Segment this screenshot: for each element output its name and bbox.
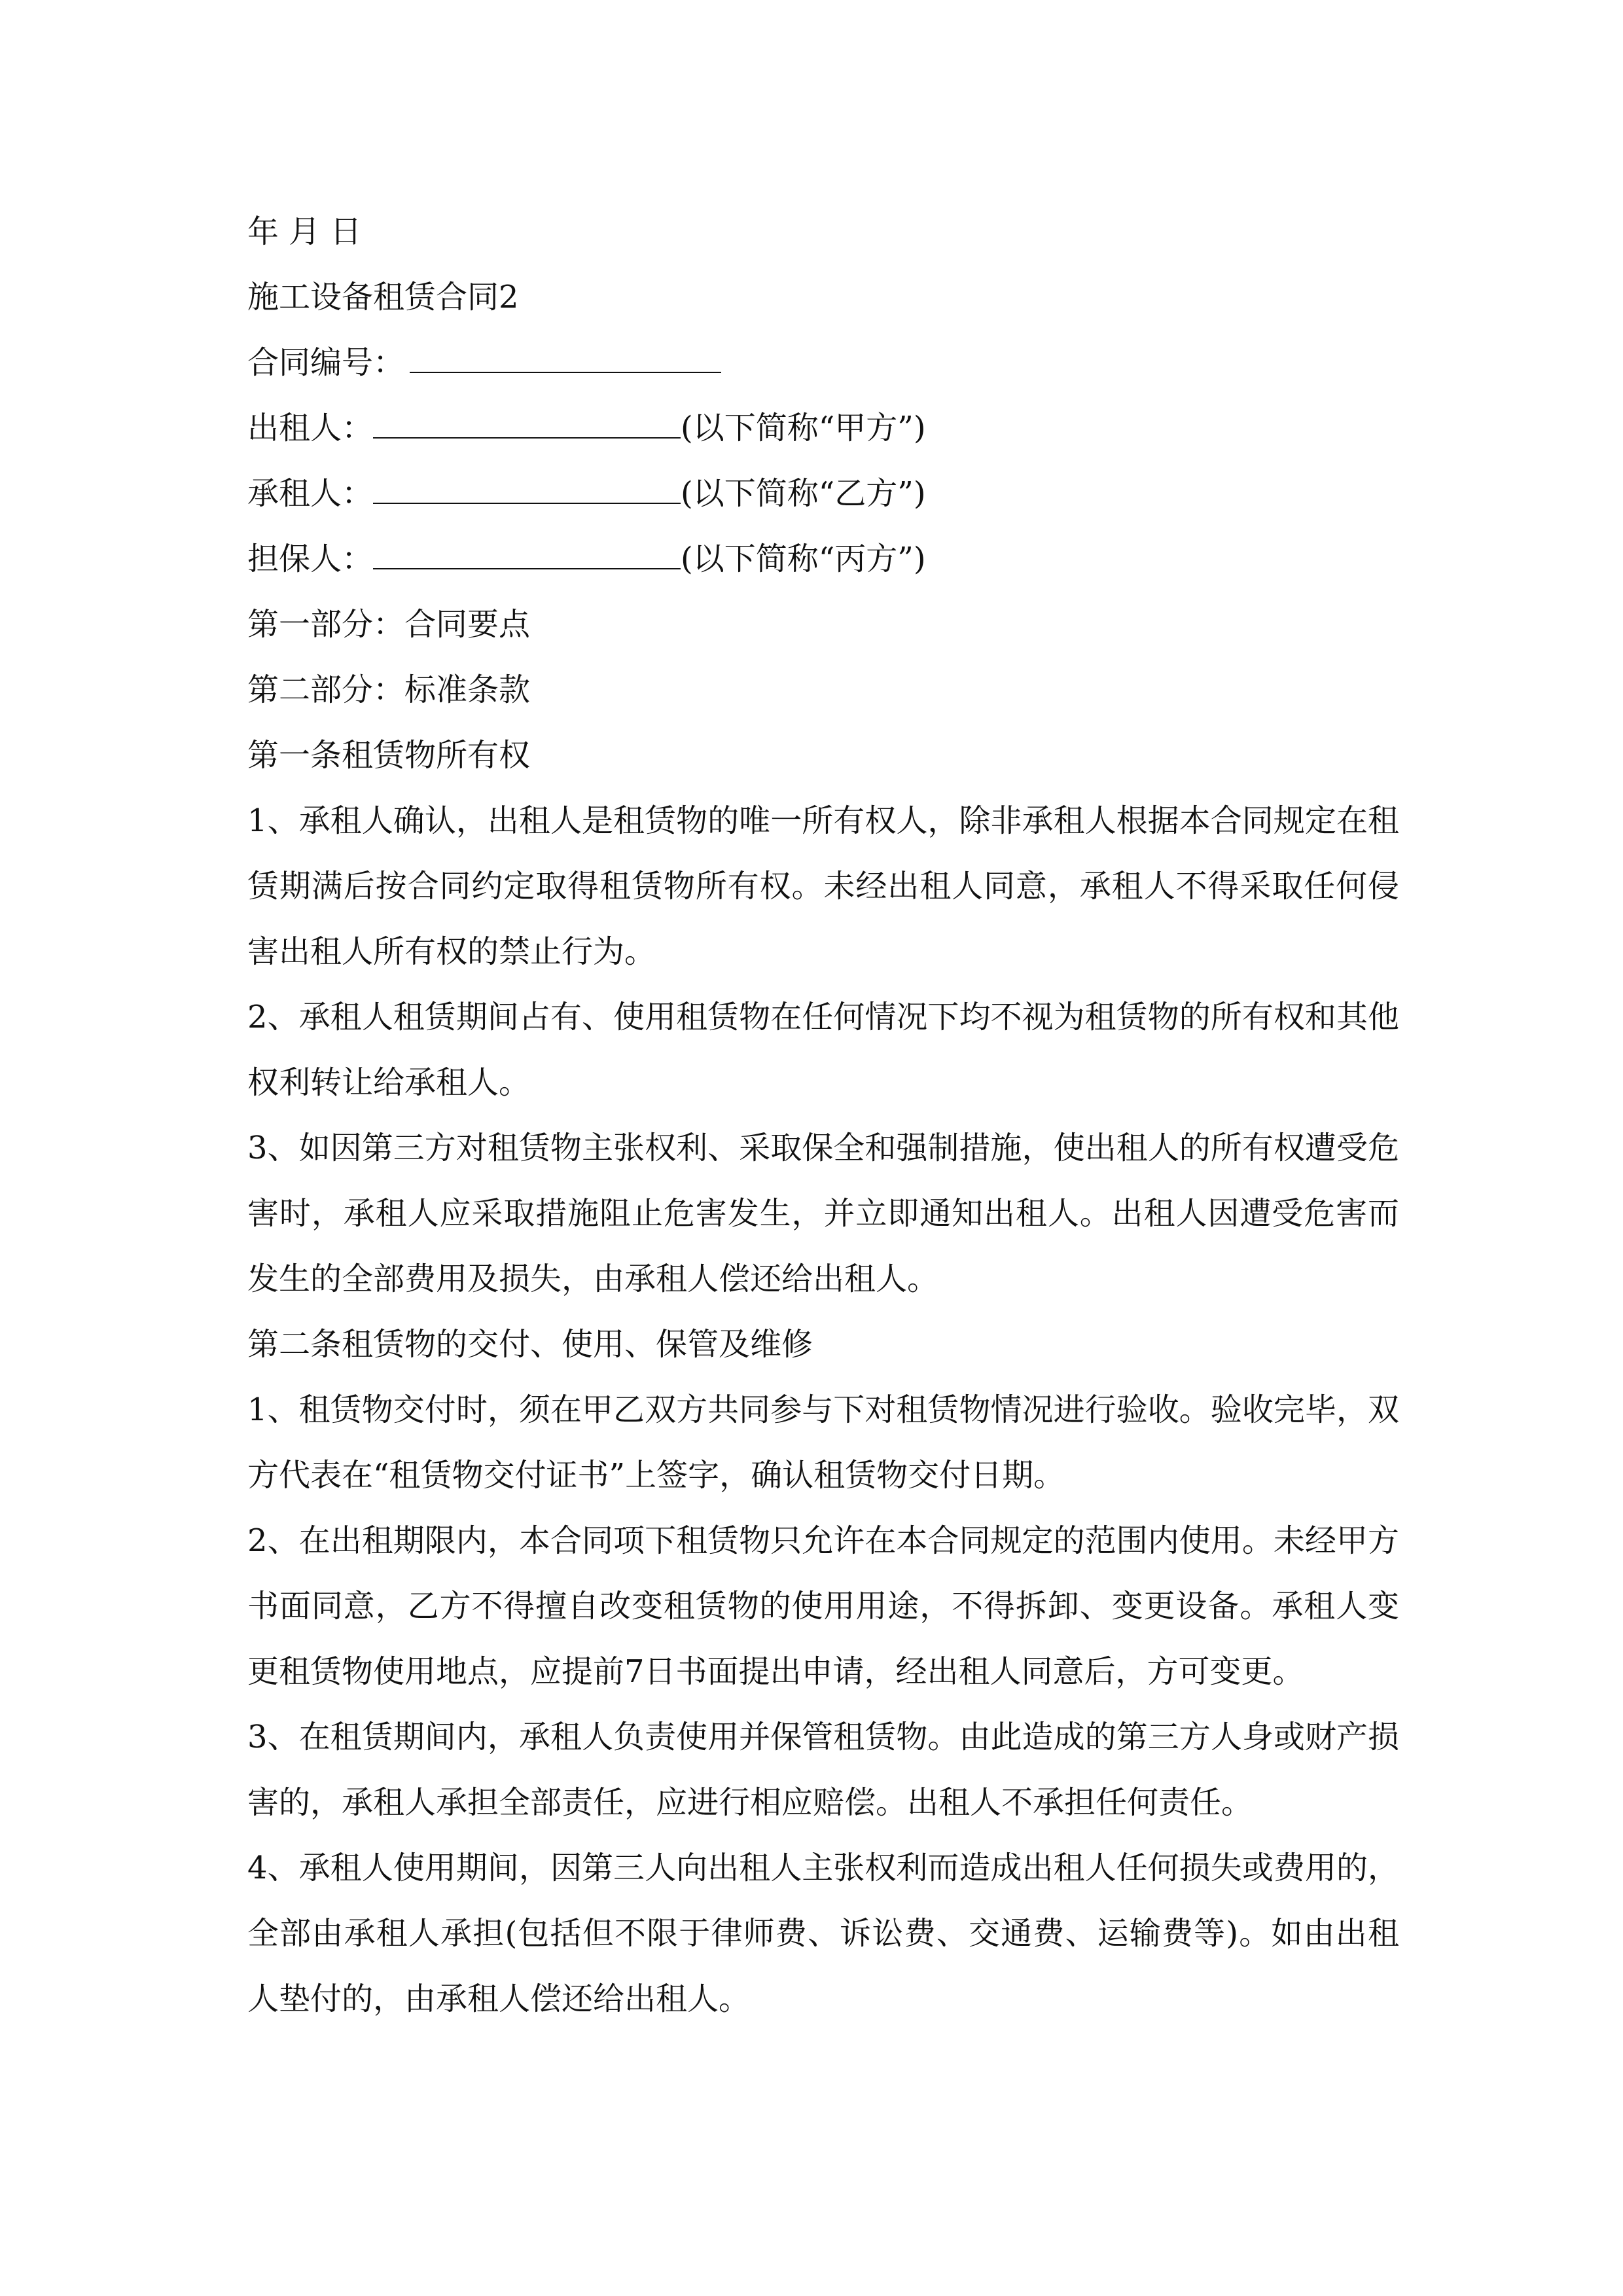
article-one-clause-3: 3、如因第三方对租赁物主张权利、采取保全和强制措施，使出租人的所有权遭受危害时，承租人应采取措施阻止危害发生，并立即通知出租人。出租人因遭受危害而发生的全部费用及损失，由承租人偿还给出租人。 xyxy=(247,1130,1399,1297)
article-two-clause-2: 2、在出租期限内，本合同项下租赁物只允许在本合同规定的范围内使用。未经甲方书面同意，乙方不得擅自改变租赁物的使用用途，不得拆卸、变更设备。承租人变更租赁物使用地点，应提前7日书面提出申请，经出租人同意后，方可变更。 xyxy=(247,1522,1399,1690)
part-one-heading: 第一部分：合同要点 xyxy=(247,606,531,643)
contract-number-label: 合同编号： xyxy=(247,344,405,381)
guarantor-blank xyxy=(373,534,681,569)
date-line: 年 月 日 xyxy=(247,213,362,250)
contract-number-line xyxy=(247,330,1399,395)
article-two-clause-3: 3、在租赁期间内，承租人负责使用并保管租赁物。由此造成的第三方人身或财产损害的，承租人承担全部责任，应进行相应赔偿。出租人不承担任何责任。 xyxy=(247,1719,1399,1821)
lessor-label: 出租人： xyxy=(247,410,374,446)
article-one-clause-1: 1、承租人确认，出租人是租赁物的唯一所有权人，除非承租人根据本合同规定在租赁期满后按合同约定取得租赁物所有权。未经出租人同意，承租人不得采取任何侵害出租人所有权的禁止行为。 xyxy=(247,802,1399,970)
article-two-clause-1: 1、租赁物交付时，须在甲乙双方共同参与下对租赁物情况进行验收。验收完毕，双方代表在“租赁物交付证书”上签字，确认租赁物交付日期。 xyxy=(247,1391,1399,1494)
lessee-line xyxy=(247,461,1399,526)
lessor-line xyxy=(247,395,1399,461)
lessee-blank xyxy=(373,469,681,504)
lessee-label: 承租人： xyxy=(247,475,374,512)
guarantor-line xyxy=(247,526,1399,592)
contract-number-blank xyxy=(410,338,721,373)
lessee-suffix: (以下简称“乙方”) xyxy=(681,475,926,512)
document-title: 施工设备租赁合同2 xyxy=(247,279,519,315)
lessor-blank xyxy=(373,403,681,439)
article-one-clause-2: 2、承租人租赁期间占有、使用租赁物在任何情况下均不视为租赁物的所有权和其他权利转让给承租人。 xyxy=(247,999,1399,1101)
guarantor-label: 担保人： xyxy=(247,541,374,577)
article-one-title: 第一条租赁物所有权 xyxy=(247,737,531,774)
guarantor-suffix: (以下简称“丙方”) xyxy=(681,541,926,577)
article-two-title: 第二条租赁物的交付、使用、保管及维修 xyxy=(247,1326,813,1363)
article-two-clause-4: 4、承租人使用期间，因第三人向出租人主张权利而造成出租人任何损失或费用的，全部由承租人承担(包括但不限于律师费、诉讼费、交通费、运输费等)。如由出租人垫付的，由承租人偿还给出租人。 xyxy=(247,1850,1399,2017)
part-two-heading: 第二部分：标准条款 xyxy=(247,672,531,708)
document-page xyxy=(247,199,1399,2032)
lessor-suffix: (以下简称“甲方”) xyxy=(681,410,926,446)
